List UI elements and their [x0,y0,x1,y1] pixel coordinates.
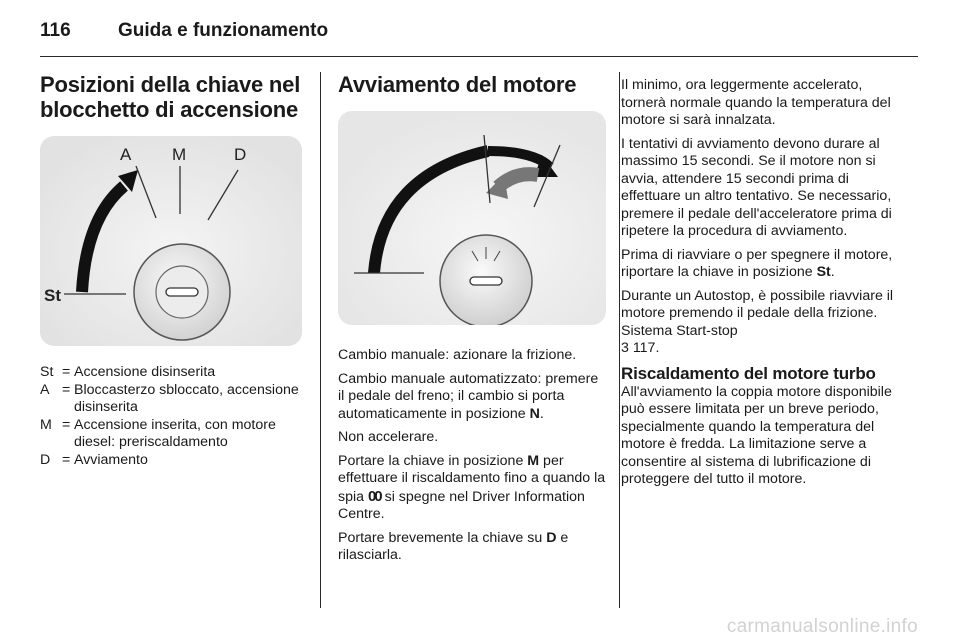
paragraph-no-accelerate: Non accelerare. [338,429,439,445]
position-n: N [529,405,540,422]
running-title: Guida e funzionamento [118,20,329,41]
label-d: D [234,145,247,164]
paragraph-automated-gearbox [338,371,606,424]
page-reference-icon: 3 [621,340,629,356]
legend-row-st [40,364,308,382]
watermark: carmanualsonline.info [726,616,918,637]
page-reference-link[interactable]: 117. [628,340,660,356]
position-legend [40,364,308,469]
paragraph-preheat [338,453,606,524]
section-heading-turbo-warmup: Riscaldamento del motore turbo [621,363,876,383]
engine-start-figure [338,111,606,325]
key-slot [166,288,198,296]
legend-row-m [40,417,308,452]
legend-eq: = [62,416,71,433]
position-d: D [546,529,557,546]
legend-text: Accensione inserita, con motore diesel: preriscaldamento [74,416,276,450]
text: Cambio manuale automatizzato: premere il pedale del freno; il cambio si porta automaticamente in posizione [338,370,599,422]
paragraph-autostop [621,288,906,358]
page-number: 116 [40,20,71,41]
ignition-positions-figure [40,136,302,346]
legend-key: M [40,416,52,433]
legend-text: Bloccasterzo sbloccato, accensione disinserita [74,381,299,415]
legend-key: D [40,451,51,468]
label-a: A [120,145,132,164]
paragraph-start-attempts: I tentativi di avviamento devono durare al massimo 15 secondi. Se il motore non si avvia, attendere 15 secondi prima di effettuare un altro tentativo. Se necessario, premere il pedale dell'acceleratore prima di ripetere la procedura di avviamento. [621,135,892,239]
text: . [539,405,544,422]
text: Durante un Autostop, è possibile riavviare il motore premendo il pedale della frizione. Sistema Start-stop [621,287,894,339]
label-m: M [172,145,187,164]
legend-eq: = [62,451,71,468]
paragraph-turn-to-d [338,530,606,565]
text: Portare la chiave in posizione [338,452,528,469]
legend-eq: = [62,364,71,380]
paragraph-restart [621,247,906,282]
position-st: St [816,264,831,280]
legend-row-d [40,452,308,470]
text: per effettuare il riscaldamento fino a quando la spia [338,452,606,505]
text: Prima di riavviare o per spegnere il motore, riportare la chiave in posizione [621,246,893,280]
paragraph-idle: Il minimo, ora leggermente accelerato, tornerà normale quando la temperatura del motore si sarà innalzata. [621,77,891,128]
legend-key: St [40,364,54,380]
section-heading-engine-start: Avviamento del motore [338,72,577,97]
text: Portare brevemente la chiave su [338,529,547,546]
glow-plug-icon: 00 [367,487,381,505]
column-1 [40,72,308,469]
start-instructions [338,347,606,565]
column-separator-2 [619,72,620,608]
legend-text: Accensione disinserita [74,364,216,380]
legend-row-a [40,382,308,417]
label-st: St [44,286,61,305]
column-2 [338,72,606,571]
paragraph-manual-gearbox: Cambio manuale: azionare la frizione. [338,347,577,363]
legend-text: Avviamento [74,451,148,468]
header-rule [40,56,918,57]
text: . [830,264,835,280]
page-header [40,20,920,46]
position-m: M [527,452,540,469]
text: e rilasciarla. [338,529,569,563]
key-slot [470,277,502,285]
text: si spegne nel Driver Information Centre. [338,488,585,522]
legend-eq: = [62,381,71,398]
paragraph-turbo: All'avviamento la coppia motore disponibile può essere limitata per un breve periodo, specialmente quando la temperatura del motore è fredda. La limitazione serve a consentire al sistema di lubrificazione di proteggere del tutto il motore. [621,383,892,487]
section-heading-key-positions: Posizioni della chiave nel blocchetto di accensione [40,72,301,122]
column-3 [621,77,906,495]
legend-key: A [40,381,50,398]
column-separator-1 [320,72,321,608]
